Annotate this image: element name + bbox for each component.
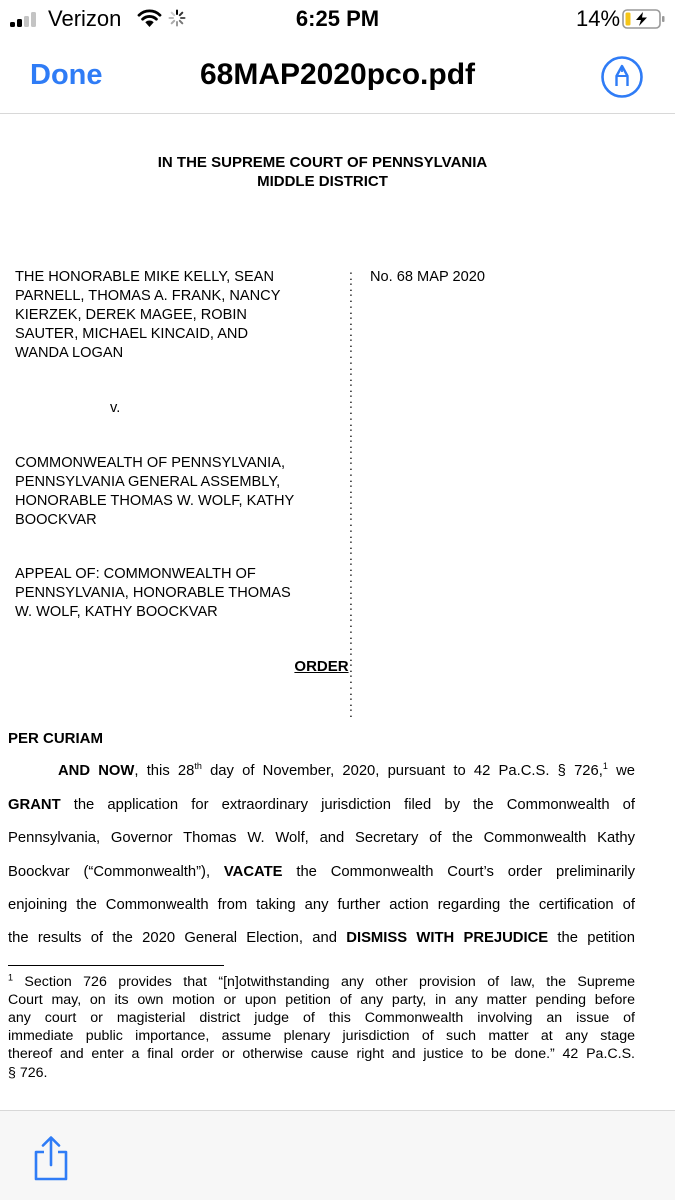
order-text-line: AND NOW, this 28th day of November, 2020, pursuant to 42 Pa.C.S. § 726,$^1$ we [58,761,635,779]
caption-colon: : [349,491,353,508]
court-heading: IN THE SUPREME COURT OF PENNSYLVANIA MIDDLE DISTRICT [157,154,488,190]
docket-number: No. 68 MAP 2020 [370,269,485,285]
caption-colon: : [349,323,353,340]
done-button[interactable]: Done [30,59,103,91]
footnote-line: immediate public importance, assume plenary jurisdiction of such matter at any stage [8,1028,635,1044]
footnote-reference: 1 [602,761,608,772]
caption-colon: : [349,614,353,631]
footnote-divider [8,965,224,966]
order-heading: ORDER [294,658,349,675]
order-text-line: Boockvar (“Commonwealth”), VACATE the Commonwealth Court’s order preliminarily [8,864,635,880]
caption-colon: : [349,547,353,564]
status-bar [0,0,675,40]
footnote-line: $^1$ Section 726 provides that “[n]otwithstanding any other provision of law, the Supreme [8,972,635,990]
caption-colon: : [349,267,353,283]
caption-colon: : [349,311,353,328]
caption-colon: : [349,367,353,384]
plaintiffs-block: THE HONORABLE MIKE KELLY, SEAN PARNELL, THOMAS A. FRANK, NANCY KIERZEK, DEREK MAGEE, ROBIN SAUTER, MICHAEL KINCAID, AND WANDA LOGAN [15,269,281,361]
caption-colon: : [349,345,353,362]
caption-colon: : [349,401,353,418]
caption-colon: : [349,513,353,530]
caption-colon: : [349,334,353,351]
order-text-line: enjoining the Commonwealth from taking any further action regarding the certification of [8,897,635,913]
battery-percent: 14% [576,6,621,31]
navigation-bar [0,40,675,114]
order-text-line: the results of the 2020 General Election, and DISMISS WITH PREJUDICE the petition [8,930,635,946]
caption-colon: : [349,390,353,407]
document-title: 68MAP2020pco.pdf [199,58,476,91]
caption-colon: : [349,502,353,519]
caption-colon: : [349,647,353,664]
caption-colon: : [349,457,353,474]
per-curiam-heading: PER CURIAM [8,730,104,747]
appeal-block: APPEAL OF: COMMONWEALTH OF PENNSYLVANIA, HONORABLE THOMAS W. WOLF, KATHY BOOCKVAR [15,566,291,620]
caption-colon: : [349,580,353,597]
share-icon[interactable] [32,1135,70,1183]
caption-colon: : [349,356,353,373]
footnote-line: § 726. [8,1065,48,1081]
caption-colon: : [349,692,353,709]
defendants-block: COMMONWEALTH OF PENNSYLVANIA, PENNSYLVANIA GENERAL ASSEMBLY, HONORABLE THOMAS W. WOLF, KATHY BOOCKVAR [15,455,295,528]
caption-colon: : [349,435,353,452]
caption-colon: : [349,681,353,698]
caption-colon: : [349,659,353,676]
caption-colon: : [349,603,353,620]
caption-colon: : [349,300,353,317]
caption-colon: : [349,289,353,306]
caption-colon: : [349,670,353,687]
footnote-marker: 1 [8,972,14,983]
caption-colon: : [349,625,353,642]
caption-colon: : [349,423,353,440]
footnote-line: any court or magisterial district judge of this Commonwealth involving an issue of [8,1010,635,1026]
caption-colon: : [349,636,353,653]
caption-colon: : [349,278,353,295]
clock: 6:25 PM [295,6,380,31]
order-text-line: GRANT the application for extraordinary jurisdiction filed by the Commonwealth of [8,797,635,813]
caption-colon: : [349,479,353,496]
caption-colon: : [349,379,353,396]
battery-charging-icon [622,9,666,29]
caption-colon: : [349,558,353,575]
order-text-line: Pennsylvania, Governor Thomas W. Wolf, and Secretary of the Commonwealth Kathy [8,830,635,846]
carrier-name: Verizon [48,6,122,31]
caption-colon: : [349,524,353,541]
caption-colon: : [349,703,353,720]
footnote-line: thereof and enter a final order or otherwise cause right and justice to be done.” 42 Pa.C.S. [8,1046,635,1062]
caption-colon: : [349,468,353,485]
caption-colon: : [349,535,353,552]
caption-colon: : [349,569,353,586]
bottom-toolbar [0,1110,675,1200]
pdf-page[interactable] [0,115,675,1110]
caption-colon: : [349,591,353,608]
caption-colon: : [349,446,353,463]
footnote-line: Court may, on its own motion or upon petition of any party, in any matter pending before [8,992,635,1008]
caption-colon: : [349,412,353,429]
versus: v. [110,400,121,416]
caption-colon-column [349,267,357,720]
markup-pen-icon[interactable] [601,56,643,98]
